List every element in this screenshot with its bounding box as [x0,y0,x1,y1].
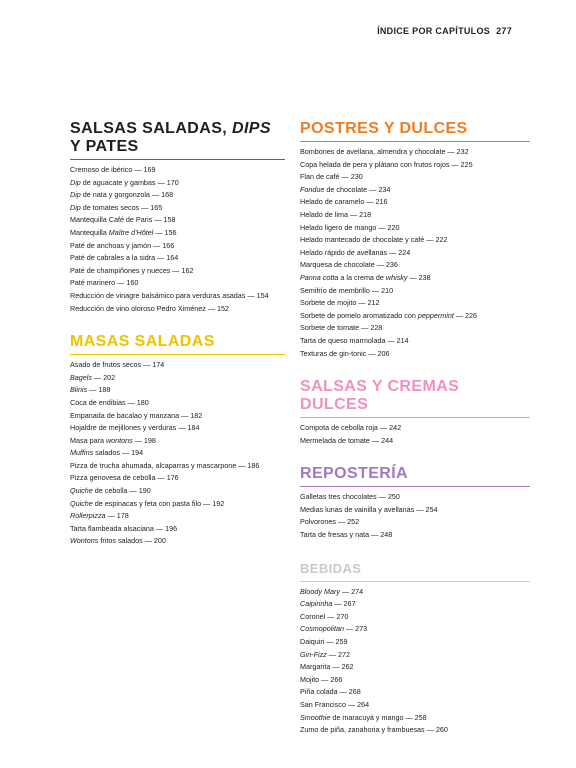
recipe-entry: Masa para wontons — 198 [70,435,156,445]
recipe-entry: Pizza de trucha ahumada, alcaparras y mascarpone — 186 [70,460,260,470]
recipe-entry: San Francisco — 264 [300,700,370,709]
recipe-entry: Mantequilla Café de Paris — 158 [70,215,176,225]
recipe-entry: Medias lunas de vainilla y avellanas — 254 [300,504,438,514]
section-title-salsas-saladas [70,120,285,160]
section-title-bebidas: BEBIDAS [300,560,530,582]
recipe-entry: Dip de tomates secos — 165 [70,202,163,212]
recipe-entry: Sorbete de tomate — 228 [300,323,383,333]
recipe-entry: Paté de champiñones y nueces — 162 [70,265,194,275]
recipe-entry: Asado de frutos secos — 174 [70,360,165,370]
recipe-entry: Dip de nata y gorgonzola — 168 [70,190,174,200]
recipe-entry: Reducción de vinagre balsámico para verduras asadas — 154 [70,290,269,300]
section-title-postres: POSTRES Y DULCES [300,120,530,142]
recipe-entry: Bloody Mary — 274 [300,586,364,596]
recipe-entry: Tarta flambeada alsaciana — 196 [70,523,178,533]
title-part: SALSAS SALADAS, [70,120,232,137]
section-masas-saladas [70,333,285,548]
running-header [377,26,512,36]
recipe-entry: Semifrío de membrillo — 210 [300,285,394,295]
recipe-entry: Quiche de espinacas y feta con pasta filo — 192 [70,498,225,508]
recipe-entry: Tarta de queso marmolada — 214 [300,335,409,345]
recipe-entry: Smoothie de maracuyá y mango — 258 [300,712,427,722]
recipe-entry: Helado rápido de avellanas — 224 [300,247,411,257]
recipe-list [300,491,530,541]
section-bebidas [300,560,530,737]
recipe-entry: Cremoso de ibérico — 169 [70,165,156,174]
recipe-entry: Dip de aguacate y gambas — 170 [70,177,179,187]
recipe-entry: Daiquiri — 259 [300,637,348,647]
recipe-entry: Marquesa de chocolate — 236 [300,260,398,270]
recipe-entry: Cosmopolitan — 273 [300,624,368,634]
recipe-entry: Panna cotta a la crema de whisky — 238 [300,272,431,282]
recipe-entry: Tarta de fresas y nata — 248 [300,530,393,540]
recipe-entry: Paté marinero — 160 [70,278,139,288]
recipe-entry: Mermelada de tomate — 244 [300,435,394,445]
section-title-reposteria: REPOSTERÍA [300,465,530,487]
title-part: Y PATES [70,138,139,155]
recipe-entry: Reducción de vino oloroso Pedro Ximénez — 152 [70,303,230,313]
left-column [70,120,285,566]
recipe-entry: Pizza genovesa de cebolla — 176 [70,473,179,483]
recipe-entry: Mantequilla Maître d'Hôtel — 156 [70,227,177,237]
recipe-entry: Flan de café — 230 [300,172,363,182]
right-column [300,120,530,755]
recipe-entry: Coronel — 270 [300,611,349,621]
recipe-entry: Bagels — 202 [70,372,116,382]
recipe-list [300,146,530,360]
recipe-entry: Galletas tres chocolates — 250 [300,492,400,502]
recipe-entry: Wontons fritos salados — 200 [70,536,166,546]
recipe-entry: Helado mantecado de chocolate y café — 222 [300,235,448,245]
recipe-entry: Fondue de chocolate — 234 [300,184,391,194]
recipe-entry: Piña colada — 268 [300,687,361,697]
section-title-masas-saladas: MASAS SALADAS [70,333,285,355]
recipe-list [70,164,285,315]
recipe-entry: Hojaldre de mejillones y verduras — 184 [70,423,200,433]
recipe-entry: Mojito — 266 [300,674,343,684]
recipe-list [300,586,530,737]
recipe-entry: Copa helada de pera y plátano con frutos rojos — 225 [300,159,473,169]
recipe-list [70,359,285,548]
recipe-entry: Coca de endibias — 180 [70,397,149,407]
title-part-italic: DIPS [231,120,271,137]
recipe-entry: Helado de lima — 218 [300,209,372,219]
recipe-entry: Compota de cebolla roja — 242 [300,423,402,433]
section-salsas-saladas [70,120,285,315]
page-number: 277 [496,26,512,36]
recipe-entry: Paté de cabrales a la sidra — 164 [70,253,179,263]
recipe-entry: Sorbete de mojito — 212 [300,298,380,308]
recipe-entry: Quiche de cebolla — 190 [70,486,151,496]
recipe-entry: Bombones de avellana, almendra y chocolate — 232 [300,147,469,156]
section-reposteria [300,465,530,541]
recipe-entry: Paté de anchoas y jamón — 166 [70,240,175,250]
recipe-entry: Caipirinha — 267 [300,599,356,609]
recipe-entry: Zumo de piña, zanahoria y frambuesas — 260 [300,725,448,735]
recipe-entry: Empanada de bacalao y manzana — 182 [70,410,203,420]
recipe-entry: Margarita — 262 [300,662,354,672]
recipe-entry: Helado ligero de mango — 220 [300,222,400,232]
section-salsas-cremas-dulces [300,378,530,447]
recipe-entry: Blinis — 188 [70,385,111,395]
section-title-cremas: SALSAS Y CREMAS DULCES [300,378,530,418]
recipe-entry: Helado de caramelo — 216 [300,197,388,207]
recipe-entry: Texturas de gin-tonic — 206 [300,348,390,358]
recipe-list [300,422,530,447]
recipe-entry: Sorbete de pomelo aromatizado con peppermint — 226 [300,310,478,320]
recipe-entry: Gin-Fizz — 272 [300,649,350,659]
section-postres-y-dulces [300,120,530,360]
section-label: ÍNDICE POR CAPÍTULOS [377,26,491,36]
recipe-entry: Rollerpizza — 178 [70,511,129,521]
recipe-entry: Muffins salados — 194 [70,448,144,458]
recipe-entry: Polvorones — 252 [300,517,360,527]
